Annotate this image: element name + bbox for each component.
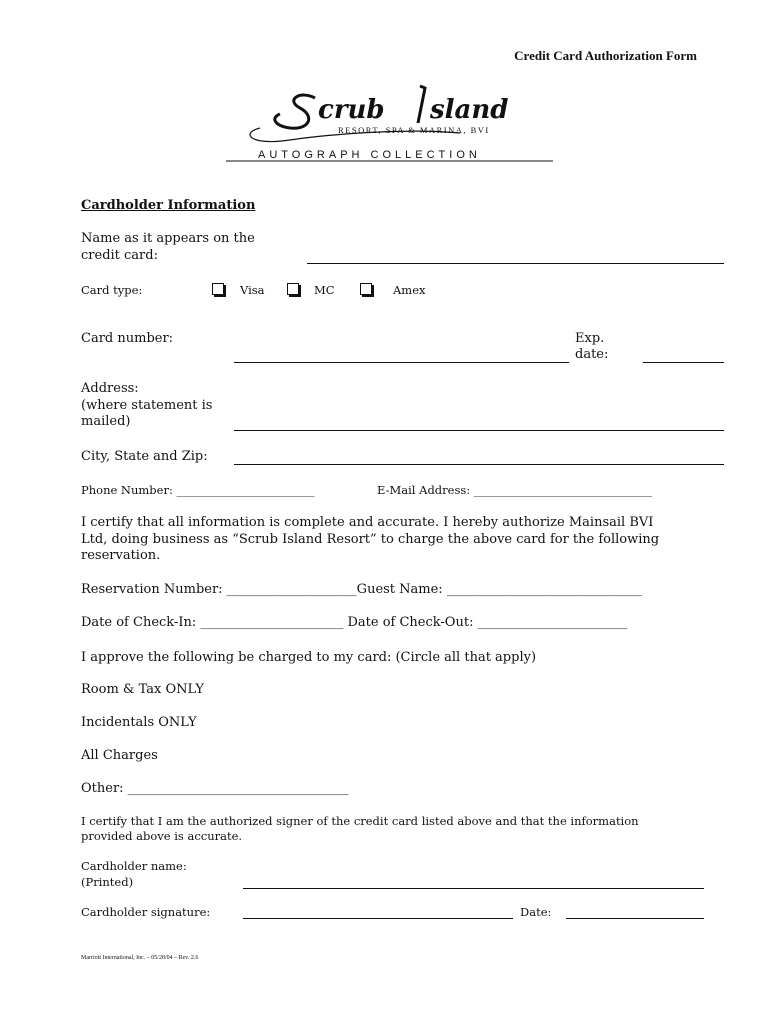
- amex-checkbox[interactable]: [360, 283, 372, 295]
- incidentals-option[interactable]: Incidentals ONLY: [81, 715, 197, 730]
- signature-label: Cardholder signature:: [81, 905, 211, 919]
- signature-field[interactable]: [243, 918, 513, 919]
- signer-text: I certify that I am the authorized signer of the credit card listed above and that the information: [81, 814, 639, 828]
- approve-text: I approve the following be charged to my card: (Circle all that apply): [81, 650, 537, 665]
- signer-text-2: provided above is accurate.: [81, 829, 243, 843]
- visa-label: Visa: [240, 283, 265, 297]
- card-number-label: Card number:: [81, 331, 174, 346]
- certify-text: I certify that all information is complete and accurate. I hereby authorize Mainsail BVI: [81, 515, 654, 530]
- cardholder-name-label-2: (Printed): [81, 875, 134, 889]
- section-title: Cardholder Information: [81, 198, 256, 213]
- name-label: Name as it appears on the: [81, 231, 255, 246]
- certify-text-3: reservation.: [81, 548, 161, 563]
- amex-label: Amex: [393, 283, 426, 297]
- exp-label-2: date:: [575, 347, 609, 362]
- svg-text:AUTOGRAPH COLLECTION: AUTOGRAPH COLLECTION: [258, 149, 481, 161]
- svg-text:sland: sland: [430, 95, 509, 125]
- reservation-row[interactable]: Reservation Number: ____________________Guest Name: ______________________________: [81, 582, 642, 597]
- address-label-2: (where statement is: [81, 398, 213, 413]
- mc-label: MC: [314, 283, 335, 297]
- card-type-label: Card type:: [81, 283, 143, 297]
- date-label: Date:: [520, 905, 552, 919]
- all-charges-option[interactable]: All Charges: [81, 748, 158, 763]
- name-label-2: credit card:: [81, 248, 158, 263]
- card-number-field[interactable]: [234, 362, 569, 363]
- phone-field[interactable]: Phone Number: ________________________: [81, 483, 315, 497]
- address-field[interactable]: [234, 430, 724, 431]
- address-label-3: mailed): [81, 414, 131, 429]
- city-field[interactable]: [234, 464, 724, 465]
- mc-checkbox[interactable]: [287, 283, 299, 295]
- name-field[interactable]: [307, 263, 724, 264]
- address-label: Address:: [81, 381, 139, 396]
- footer-text: Marriott International, Inc. – 05/28/04 – Rev. 2.6: [81, 955, 199, 961]
- cardholder-name-label: Cardholder name:: [81, 859, 187, 873]
- checkin-row[interactable]: Date of Check-In: ______________________ Date of Check-Out: _______________________: [81, 615, 628, 630]
- svg-text:crub: crub: [318, 95, 385, 125]
- certify-text-2: Ltd, doing business as “Scrub Island Resort” to charge the above card for the following: [81, 532, 660, 547]
- cardholder-name-field[interactable]: [243, 888, 704, 889]
- date-field[interactable]: [566, 918, 704, 919]
- visa-checkbox[interactable]: [212, 283, 224, 295]
- exp-label: Exp.: [575, 331, 605, 346]
- email-field[interactable]: E-Mail Address: _______________________________: [377, 483, 653, 497]
- city-label: City, State and Zip:: [81, 449, 208, 464]
- svg-text:RESORT, SPA & MARINA, BVI: RESORT, SPA & MARINA, BVI: [338, 125, 490, 135]
- form-title: Credit Card Authorization Form: [514, 48, 697, 63]
- exp-date-field[interactable]: [643, 362, 724, 363]
- room-tax-option[interactable]: Room & Tax ONLY: [81, 682, 204, 697]
- other-option[interactable]: Other: __________________________________: [81, 781, 349, 796]
- scrub-island-logo: [220, 78, 560, 168]
